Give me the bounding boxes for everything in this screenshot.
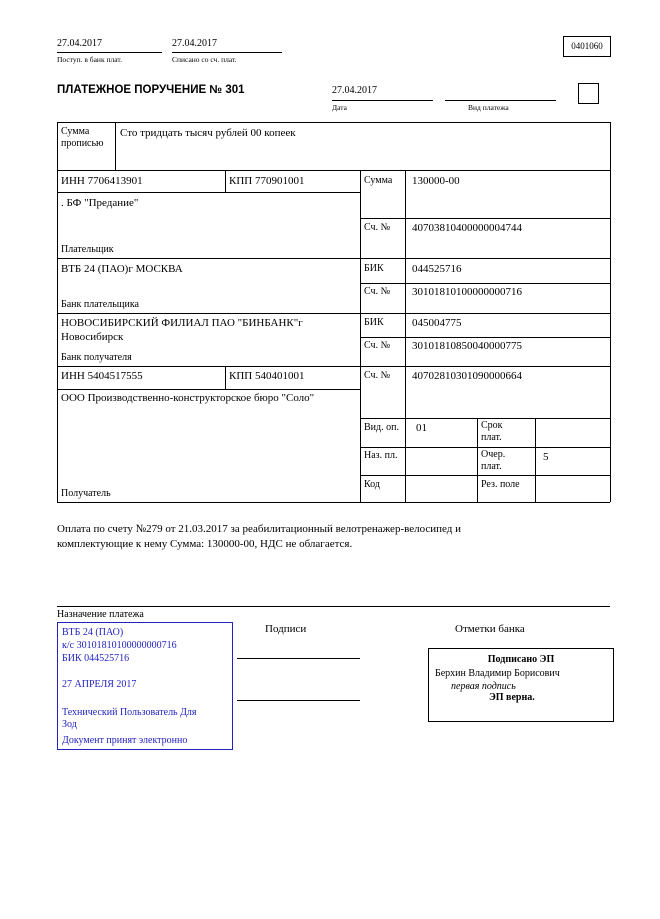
grid-line-h	[57, 366, 610, 367]
doc-date: 27.04.2017	[332, 85, 377, 96]
grid-line-h	[360, 283, 610, 284]
purpose-underline	[57, 606, 610, 607]
bank-stamp-line: ВТБ 24 (ПАО)	[62, 627, 124, 638]
receiver-inn: ИНН 5404517555	[61, 370, 143, 382]
grid-line-v	[360, 170, 361, 502]
receiver-account: 40702810301090000664	[412, 370, 522, 382]
grid-line-v	[115, 122, 116, 170]
grid-line-h	[57, 170, 610, 171]
signature-note-first: первая подпись	[451, 681, 516, 692]
naz-pl-label: Наз. пл.	[364, 450, 398, 461]
payer-bank-account: 30101810100000000716	[412, 286, 522, 298]
grid-line-h	[360, 418, 610, 419]
payer-bank-bik-label: БИК	[364, 263, 384, 274]
payer-account-label: Сч. №	[364, 222, 391, 233]
grid-line-h	[360, 337, 610, 338]
vid-op-label: Вид. оп.	[364, 422, 399, 433]
grid-line-v	[405, 170, 406, 502]
amount-words-value: Сто тридцать тысяч рублей 00 копеек	[120, 127, 296, 139]
grid-line-h	[360, 218, 610, 219]
signatures-header: Подписи	[265, 623, 307, 635]
payment-type-label: Вид платежа	[468, 103, 509, 112]
grid-line-v	[225, 366, 226, 389]
signature-line	[237, 700, 360, 701]
vid-op-value: 01	[416, 422, 427, 434]
payer-section-label: Плательщик	[61, 244, 114, 255]
debited-date: 27.04.2017	[172, 38, 217, 49]
form-code-box: 0401060	[563, 36, 611, 57]
payer-inn: ИНН 7706413901	[61, 175, 143, 187]
purpose-label: Назначение платежа	[57, 609, 144, 620]
ocher-plat-value: 5	[543, 451, 549, 463]
grid-line-v	[225, 170, 226, 192]
payer-bank-section-label: Банк плательщика	[61, 299, 139, 310]
received-date-label: Поступ. в банк плат.	[57, 55, 122, 64]
doc-date-underline	[332, 100, 433, 101]
ocher-plat-label: Очер. плат.	[481, 449, 506, 472]
bank-stamp-line: 27 АПРЕЛЯ 2017	[62, 679, 137, 690]
kod-label: Код	[364, 479, 380, 490]
payer-bank-account-label: Сч. №	[364, 286, 391, 297]
grid-line-v	[477, 418, 478, 502]
sum-value: 130000-00	[412, 175, 460, 187]
grid-line-h	[57, 389, 360, 390]
bank-stamp-line: БИК 044525716	[62, 653, 130, 664]
signature-stamp	[428, 648, 614, 722]
debited-date-label: Списано со сч. плат.	[172, 55, 237, 64]
bank-marks-header: Отметки банка	[455, 623, 525, 635]
bank-stamp	[57, 622, 233, 750]
signature-line	[237, 658, 360, 659]
doc-date-label: Дата	[332, 103, 347, 112]
signature-stamp-title: Подписано ЭП	[487, 654, 555, 665]
grid-line-v	[57, 122, 58, 502]
grid-line-h	[57, 258, 610, 259]
bank-stamp-line: к/с 30101810100000000716	[62, 640, 177, 651]
signature-note-valid: ЭП верна.	[489, 692, 535, 703]
grid-line-h	[57, 502, 610, 503]
debited-date-underline	[172, 52, 282, 53]
receiver-bank-name: НОВОСИБИРСКИЙ ФИЛИАЛ ПАО "БИНБАНК"г Новосибирск	[61, 317, 303, 343]
receiver-name: ООО Производственно-конструкторское бюро "Соло"	[61, 392, 315, 404]
payer-bank-name: ВТБ 24 (ПАО)г МОСКВА	[61, 263, 183, 275]
received-date: 27.04.2017	[57, 38, 102, 49]
signer-name: Берхин Владимир Борисович	[435, 668, 560, 679]
bank-stamp-line: Документ принят электронно	[62, 735, 188, 746]
bank-stamp-line: Технический Пользователь Для Зод	[62, 707, 197, 730]
sum-label: Сумма	[364, 175, 393, 186]
receiver-account-label: Сч. №	[364, 370, 391, 381]
grid-line-v	[610, 122, 611, 502]
grid-line-h	[57, 313, 610, 314]
grid-line-v	[535, 418, 536, 502]
rez-pole-label: Рез. поле	[481, 479, 520, 490]
payer-bank-bik: 044525716	[412, 263, 462, 275]
doc-title: ПЛАТЕЖНОЕ ПОРУЧЕНИЕ № 301	[57, 84, 245, 96]
payment-type-underline	[445, 100, 556, 101]
receiver-kpp: КПП 540401001	[229, 370, 305, 382]
payer-name: . БФ "Предание"	[61, 197, 139, 209]
receiver-bank-bik-label: БИК	[364, 317, 384, 328]
amount-words-label: Сумма прописью	[61, 126, 104, 149]
payer-account: 40703810400000004744	[412, 222, 522, 234]
grid-line-h	[360, 475, 610, 476]
receiver-bank-section-label: Банк получателя	[61, 352, 132, 363]
grid-line-h	[57, 192, 360, 193]
receiver-bank-account-label: Сч. №	[364, 340, 391, 351]
receiver-bank-bik: 045004775	[412, 317, 462, 329]
receiver-bank-account: 30101810850040000775	[412, 340, 522, 352]
purpose-text: Оплата по счету №279 от 21.03.2017 за реабилитационный велотренажер-велосипед и комплектующие к нему Сумма: 130000-00, НДС не облагается.	[57, 523, 462, 550]
payment-type-box	[578, 83, 599, 104]
srok-plat-label: Срок плат.	[481, 420, 503, 443]
receiver-section-label: Получатель	[61, 488, 111, 499]
received-date-underline	[57, 52, 162, 53]
grid-line-h	[57, 122, 610, 123]
payer-kpp: КПП 770901001	[229, 175, 305, 187]
grid-line-h	[360, 447, 610, 448]
